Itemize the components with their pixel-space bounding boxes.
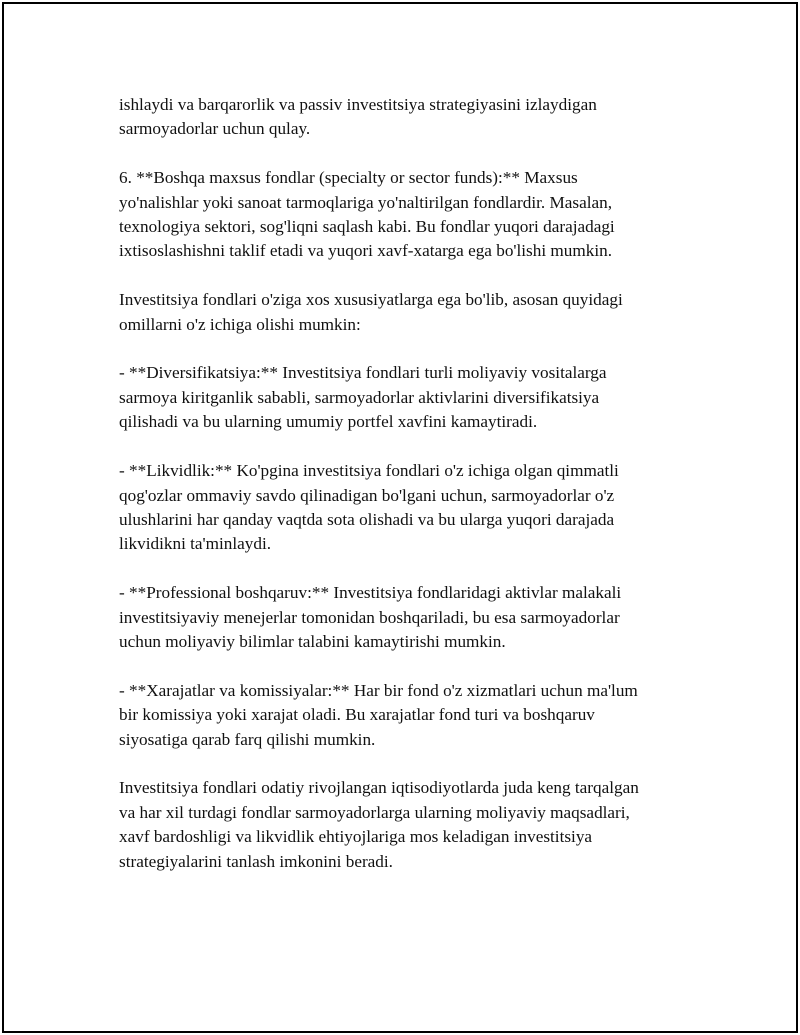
- document-page: [2, 2, 798, 1033]
- document-body-text: ishlaydi va barqarorlik va passiv investitsiya strategiyasini izlaydigan sarmoyadorlar uchun qulay. 6. **Boshqa maxsus fondlar (specialty or sector funds):** Maxsus yo'nalishlar yoki sanoat tarmoqlariga yo'naltirilgan fondlardir. Masalan, texnologiya sektori, sog'liqni saqlash kabi. Bu fondlar yuqori darajadagi ixtisoslashishni taklif etadi va yuqori xavf-xatarga ega bo'lishi mumkin. Investitsiya fondlari o'ziga xos xususiyatlarga ega bo'lib, asosan quyidagi omillarni o'z ichiga olishi mumkin: - **Diversifikatsiya:** Investitsiya fondlari turli moliyaviy vositalarga sarmoya kiritganlik sababli, sarmoyadorlar aktivlarini diversifikatsiya qilishadi va bu ularning umumiy portfel xavfini kamaytiradi. - **Likvidlik:** Ko'pgina investitsiya fondlari o'z ichiga olgan qimmatli qog'ozlar ommaviy savdo qilinadigan bo'lgani uchun, sarmoyadorlar o'z ulushlarini har qanday vaqtda sota olishadi va bu ularga yuqori darajada likvidikni ta'minlaydi. - **Professional boshqaruv:** Investitsiya fondlaridagi aktivlar malakali investitsiyaviy menejerlar tomonidan boshqariladi, bu esa sarmoyadorlar uchun moliyaviy bilimlar talabini kamaytirishi mumkin. - **Xarajatlar va komissiyalar:** Har bir fond o'z xizmatlari uchun ma'lum bir komissiya yoki xarajat oladi. Bu xarajatlar fond turi va boshqaruv siyosatiga qarab farq qilishi mumkin. Investitsiya fondlari odatiy rivojlangan iqtisodiyotlarda juda keng tarqalgan va har xil turdagi fondlar sarmoyadorlarga ularning moliyaviy maqsadlari, xavf bardoshligi va likvidlik ehtiyojlariga mos keladigan investitsiya strategiyalarini tanlash imkonini beradi.: [119, 95, 639, 871]
